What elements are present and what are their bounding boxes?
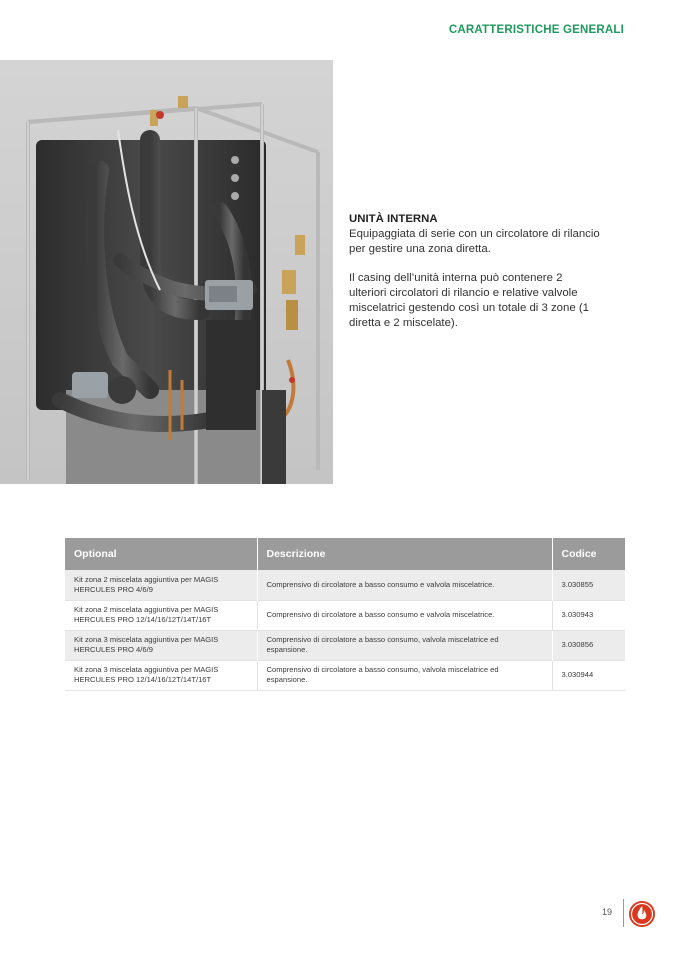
table-header-row (65, 538, 625, 570)
intro-p2-line-3: miscelatrici gestendo così un totale di 3 zone (1 (349, 302, 589, 314)
indoor-unit-illustration (0, 60, 333, 484)
description-line-1: Comprensivo di circolatore a basso consumo e valvola miscelatrice. (266, 610, 495, 619)
cell-description (257, 630, 552, 660)
section-title: CARATTERISTICHE GENERALI (448, 24, 624, 36)
table-row (65, 570, 625, 600)
product-photo (0, 60, 333, 484)
optional-line-2: HERCULES PRO 12/14/16/12T/14T/16T (74, 675, 212, 684)
optional-line-2: HERCULES PRO 12/14/16/12T/14T/16T (74, 615, 212, 624)
cell-description (257, 660, 552, 690)
intro-line-2: per gestire una zona diretta. (349, 243, 491, 255)
flame-logo-icon (628, 900, 656, 928)
description-line-2: espansione. (266, 645, 308, 654)
cell-code: 3.030943 (552, 600, 625, 630)
optional-line-2: HERCULES PRO 4/6/9 (74, 584, 153, 594)
description-line-1: Comprensivo di circolatore a basso consumo, valvola miscelatrice ed (266, 635, 499, 644)
intro-paragraph-2 (349, 271, 634, 331)
cell-optional (65, 630, 257, 660)
description-line-1: Comprensivo di circolatore a basso consumo e valvola miscelatrice. (266, 579, 495, 589)
cell-optional (65, 570, 257, 600)
intro-p2-line-4: diretta e 2 miscelate). (349, 317, 458, 329)
cell-optional (65, 600, 257, 630)
cell-code: 3.030856 (552, 630, 625, 660)
optional-line-1: Kit zona 3 miscelata aggiuntiva per MAGIS (74, 665, 219, 674)
cell-code: 3.030855 (552, 570, 625, 600)
optional-line-1: Kit zona 3 miscelata aggiuntiva per MAGIS (74, 635, 219, 644)
header-optional: Optional (65, 538, 257, 570)
description-line-2: espansione. (266, 675, 308, 684)
table-row (65, 630, 625, 660)
cell-code: 3.030944 (552, 660, 625, 690)
cell-optional (65, 660, 257, 690)
header-codice: Codice (552, 538, 625, 570)
table-row (65, 600, 625, 630)
intro-heading: UNITÀ INTERNA (349, 213, 438, 225)
optional-line-2: HERCULES PRO 4/6/9 (74, 645, 153, 654)
optional-line-1: Kit zona 2 miscelata aggiuntiva per MAGIS (74, 605, 219, 614)
intro-text (349, 212, 634, 331)
cell-description (257, 600, 552, 630)
cell-description (257, 570, 552, 600)
intro-p2-line-2: ulteriori circolatori di rilancio e relative valvole (349, 287, 578, 299)
table-row (65, 660, 625, 690)
intro-line-1: Equipaggiata di serie con un circolatore di rilancio (349, 228, 600, 240)
intro-p2-line-1: Il casing dell’unità interna può contenere 2 (349, 272, 563, 284)
optional-line-1: Kit zona 2 miscelata aggiuntiva per MAGIS (74, 574, 219, 584)
page-number: 19 (602, 907, 613, 917)
description-line-1: Comprensivo di circolatore a basso consumo, valvola miscelatrice ed (266, 665, 499, 674)
header-descrizione: Descrizione (257, 538, 552, 570)
optional-table (65, 538, 625, 691)
footer-divider (623, 899, 624, 927)
